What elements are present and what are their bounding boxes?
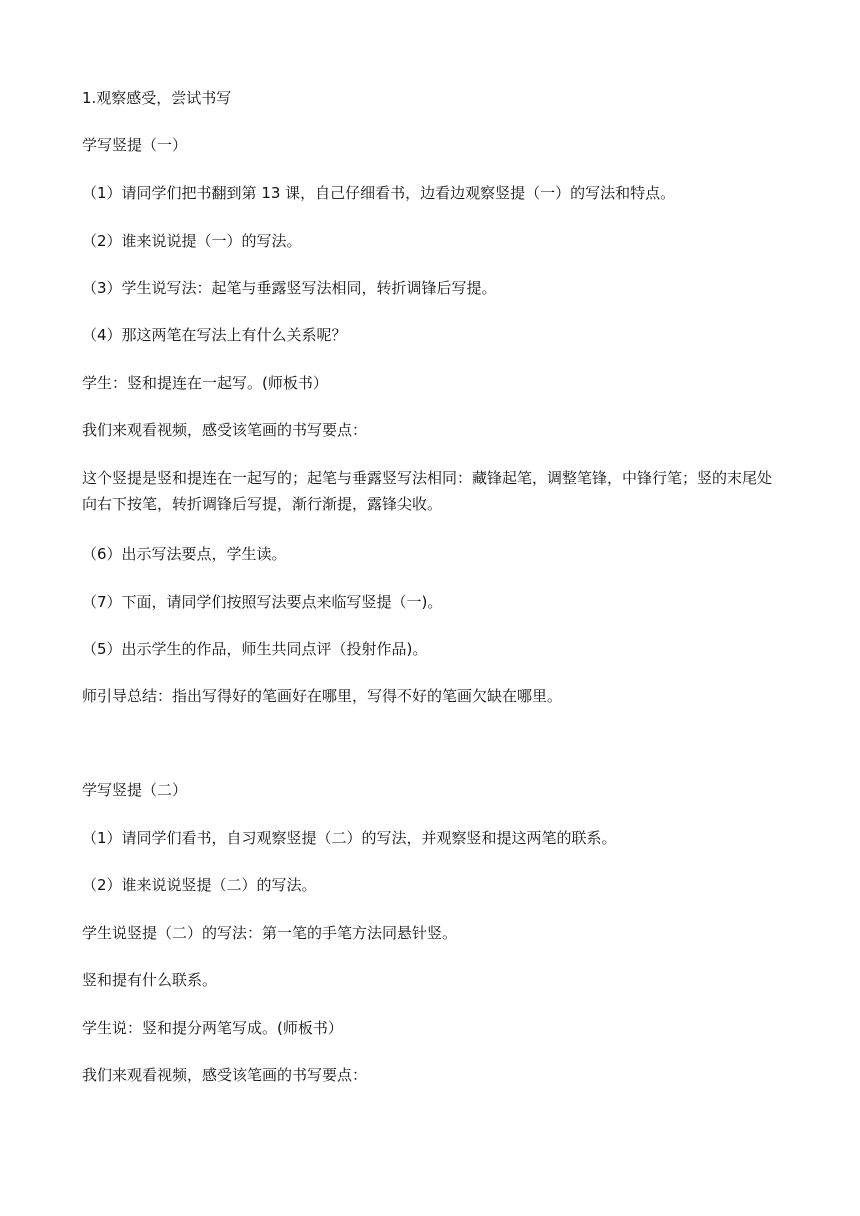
- part2-heading: 学写竖提（二）: [82, 781, 188, 799]
- paragraph: 我们来观看视频，感受该笔画的书写要点：: [82, 421, 368, 439]
- paragraph: （1）请同学们把书翻到第 13 课，自己仔细看书，边看边观察竖提（一）的写法和特点。: [82, 184, 676, 202]
- paragraph: （1）请同学们看书，自习观察竖提（二）的写法，并观察竖和提这两笔的联系。: [82, 829, 617, 847]
- paragraph: 我们来观看视频，感受该笔画的书写要点：: [82, 1066, 368, 1084]
- paragraph: （6）出示写法要点，学生读。: [82, 545, 287, 563]
- paragraph: 学生说竖提（二）的写法：第一笔的手笔方法同悬针竖。: [82, 924, 458, 942]
- paragraph: （7）下面，请同学们按照写法要点来临写竖提（一)。: [82, 593, 443, 611]
- paragraph: 师引导总结：指出写得好的笔画好在哪里，写得不好的笔画欠缺在哪里。: [82, 687, 563, 705]
- paragraph: 这个竖提是竖和提连在一起写的；起笔与垂露竖写法相同：藏锋起笔，调整笔锋，中锋行笔；竖的末尾处向右下按笔，转折调锋后写提，渐行渐提，露锋尖收。: [82, 469, 773, 513]
- paragraph: 学生：竖和提连在一起写。(师板书）: [82, 374, 328, 392]
- section-heading: 1.观察感受，尝试书写: [82, 89, 232, 107]
- paragraph: （4）那这两笔在写法上有什么关系呢？: [82, 326, 347, 344]
- part1-heading: 学写竖提（一）: [82, 136, 188, 154]
- paragraph: （5）出示学生的作品，师生共同点评（投射作品)。: [82, 640, 428, 658]
- paragraph: （2）谁来说说竖提（二）的写法。: [82, 876, 317, 894]
- paragraph: （3）学生说写法：起笔与垂露竖写法相同，转折调锋后写提。: [82, 279, 497, 297]
- paragraph: 竖和提有什么联系。: [82, 971, 218, 989]
- paragraph: （2）谁来说说提（一）的写法。: [82, 232, 302, 250]
- paragraph: 学生说：竖和提分两笔写成。(师板书）: [82, 1019, 343, 1037]
